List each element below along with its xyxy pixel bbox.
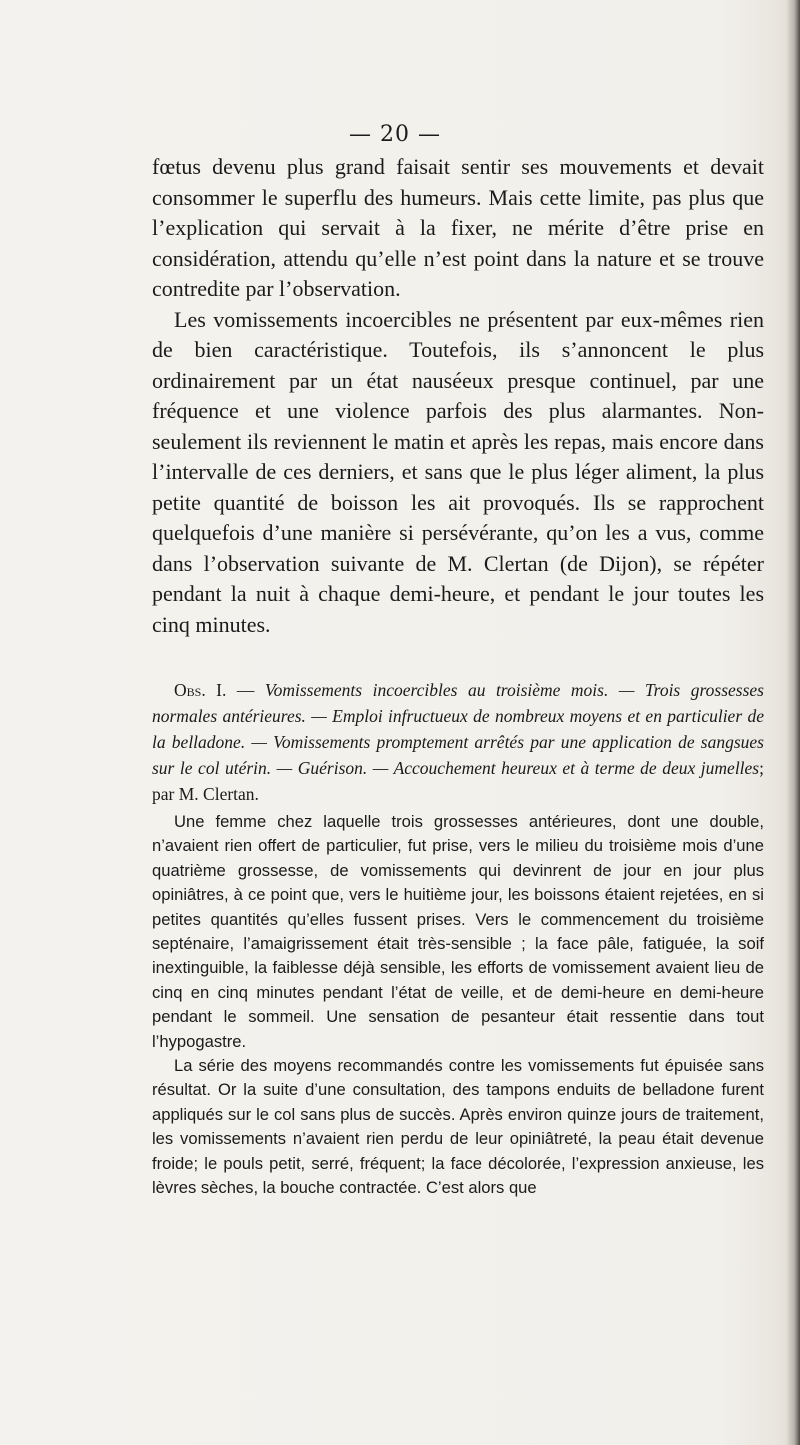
case-paragraph-2: La série des moyens recommandés contre les vomissements fut épuisée sans résultat. Or la suite d’une consultation, des tampons enduits de belladone furent appliqués sur le col sans plus de succès. Après environ quinze jours de traitement, les vomissements n’avaient rien perdu de leur opiniâtreté, la peau était devenue froide; le pouls petit, serré, fréquent; la face décolorée, l’expression anxieuse, les lèvres sèches, la bouche contractée. C’est alors que [152, 1056, 764, 1198]
observation-label: Obs. I. [174, 680, 227, 700]
case-report [152, 810, 764, 1201]
observation-dash: — [226, 680, 265, 700]
page-number: — 20 — [349, 122, 441, 147]
paragraph-2: Les vomissements incoercibles ne présentent par eux-mêmes rien de bien caractéristique. Toutefois, ils s’annoncent le plus ordinairement par un état nauséeux presque continuel, par une fréquence et une violence parfois des plus alarmantes. Non-seulement ils reviennent le matin et après les repas, mais encore dans l’intervalle de ces derniers, et sans que le plus léger aliment, la plus petite quantité de boisson les ait provoqués. Ils se rapprochent quelquefois d’une manière si persévérante, qu’on les a vus, comme dans l’observation suivante de M. Clertan (de Dijon), se répéter pendant la nuit à chaque demi-heure, et pendant le jour toutes les cinq minutes. [152, 306, 764, 637]
observation-title: Vomissements incoercibles au troisième mois. — Trois grossesses normales antérieures. — Emploi infructueux de nombreux moyens et en particulier de la belladone. — Vomissements promptement arrêtés par une application de sangsues sur le col utérin. — Guérison. — Accouchement heureux et à terme de deux jumelles [152, 680, 764, 778]
paragraph-1: fœtus devenu plus grand faisait sentir ses mouvements et devait consommer le superflu des humeurs. Mais cette limite, pas plus que l’explication qui servait à la fixer, ne mérite d’être prise en considération, attendu qu’elle n’est point dans la nature et se trouve contredite par l’observation. [152, 154, 764, 301]
case-paragraph-1: Une femme chez laquelle trois grossesses antérieures, dont une double, n’avaient rien offert de particulier, fut prise, vers le milieu du troisième mois d’une quatrième grossesse, de vomissements qui devinrent de jour en jour plus opiniâtres, à ce point que, vers le huitième jour, les boissons étaient rejetées, en si petites quantités qu’elles fussent prises. Vers le commencement du troisième septénaire, l’amaigrissement était très-sensible ; la face pâle, fatiguée, la soif inextinguible, la faiblesse déjà sensible, les efforts de vomissement avaient lieu de cinq en cinq minutes pendant l’état de veille, et de demi-heure en demi-heure pendant le sommeil. Une sensation de pesanteur était ressentie dans tout l’hypogastre. [152, 812, 764, 1051]
page-edge-shadow [786, 0, 800, 1445]
main-text [152, 152, 764, 640]
observation-heading [152, 677, 764, 807]
observation-author: ; par M. Clertan. [152, 758, 764, 804]
